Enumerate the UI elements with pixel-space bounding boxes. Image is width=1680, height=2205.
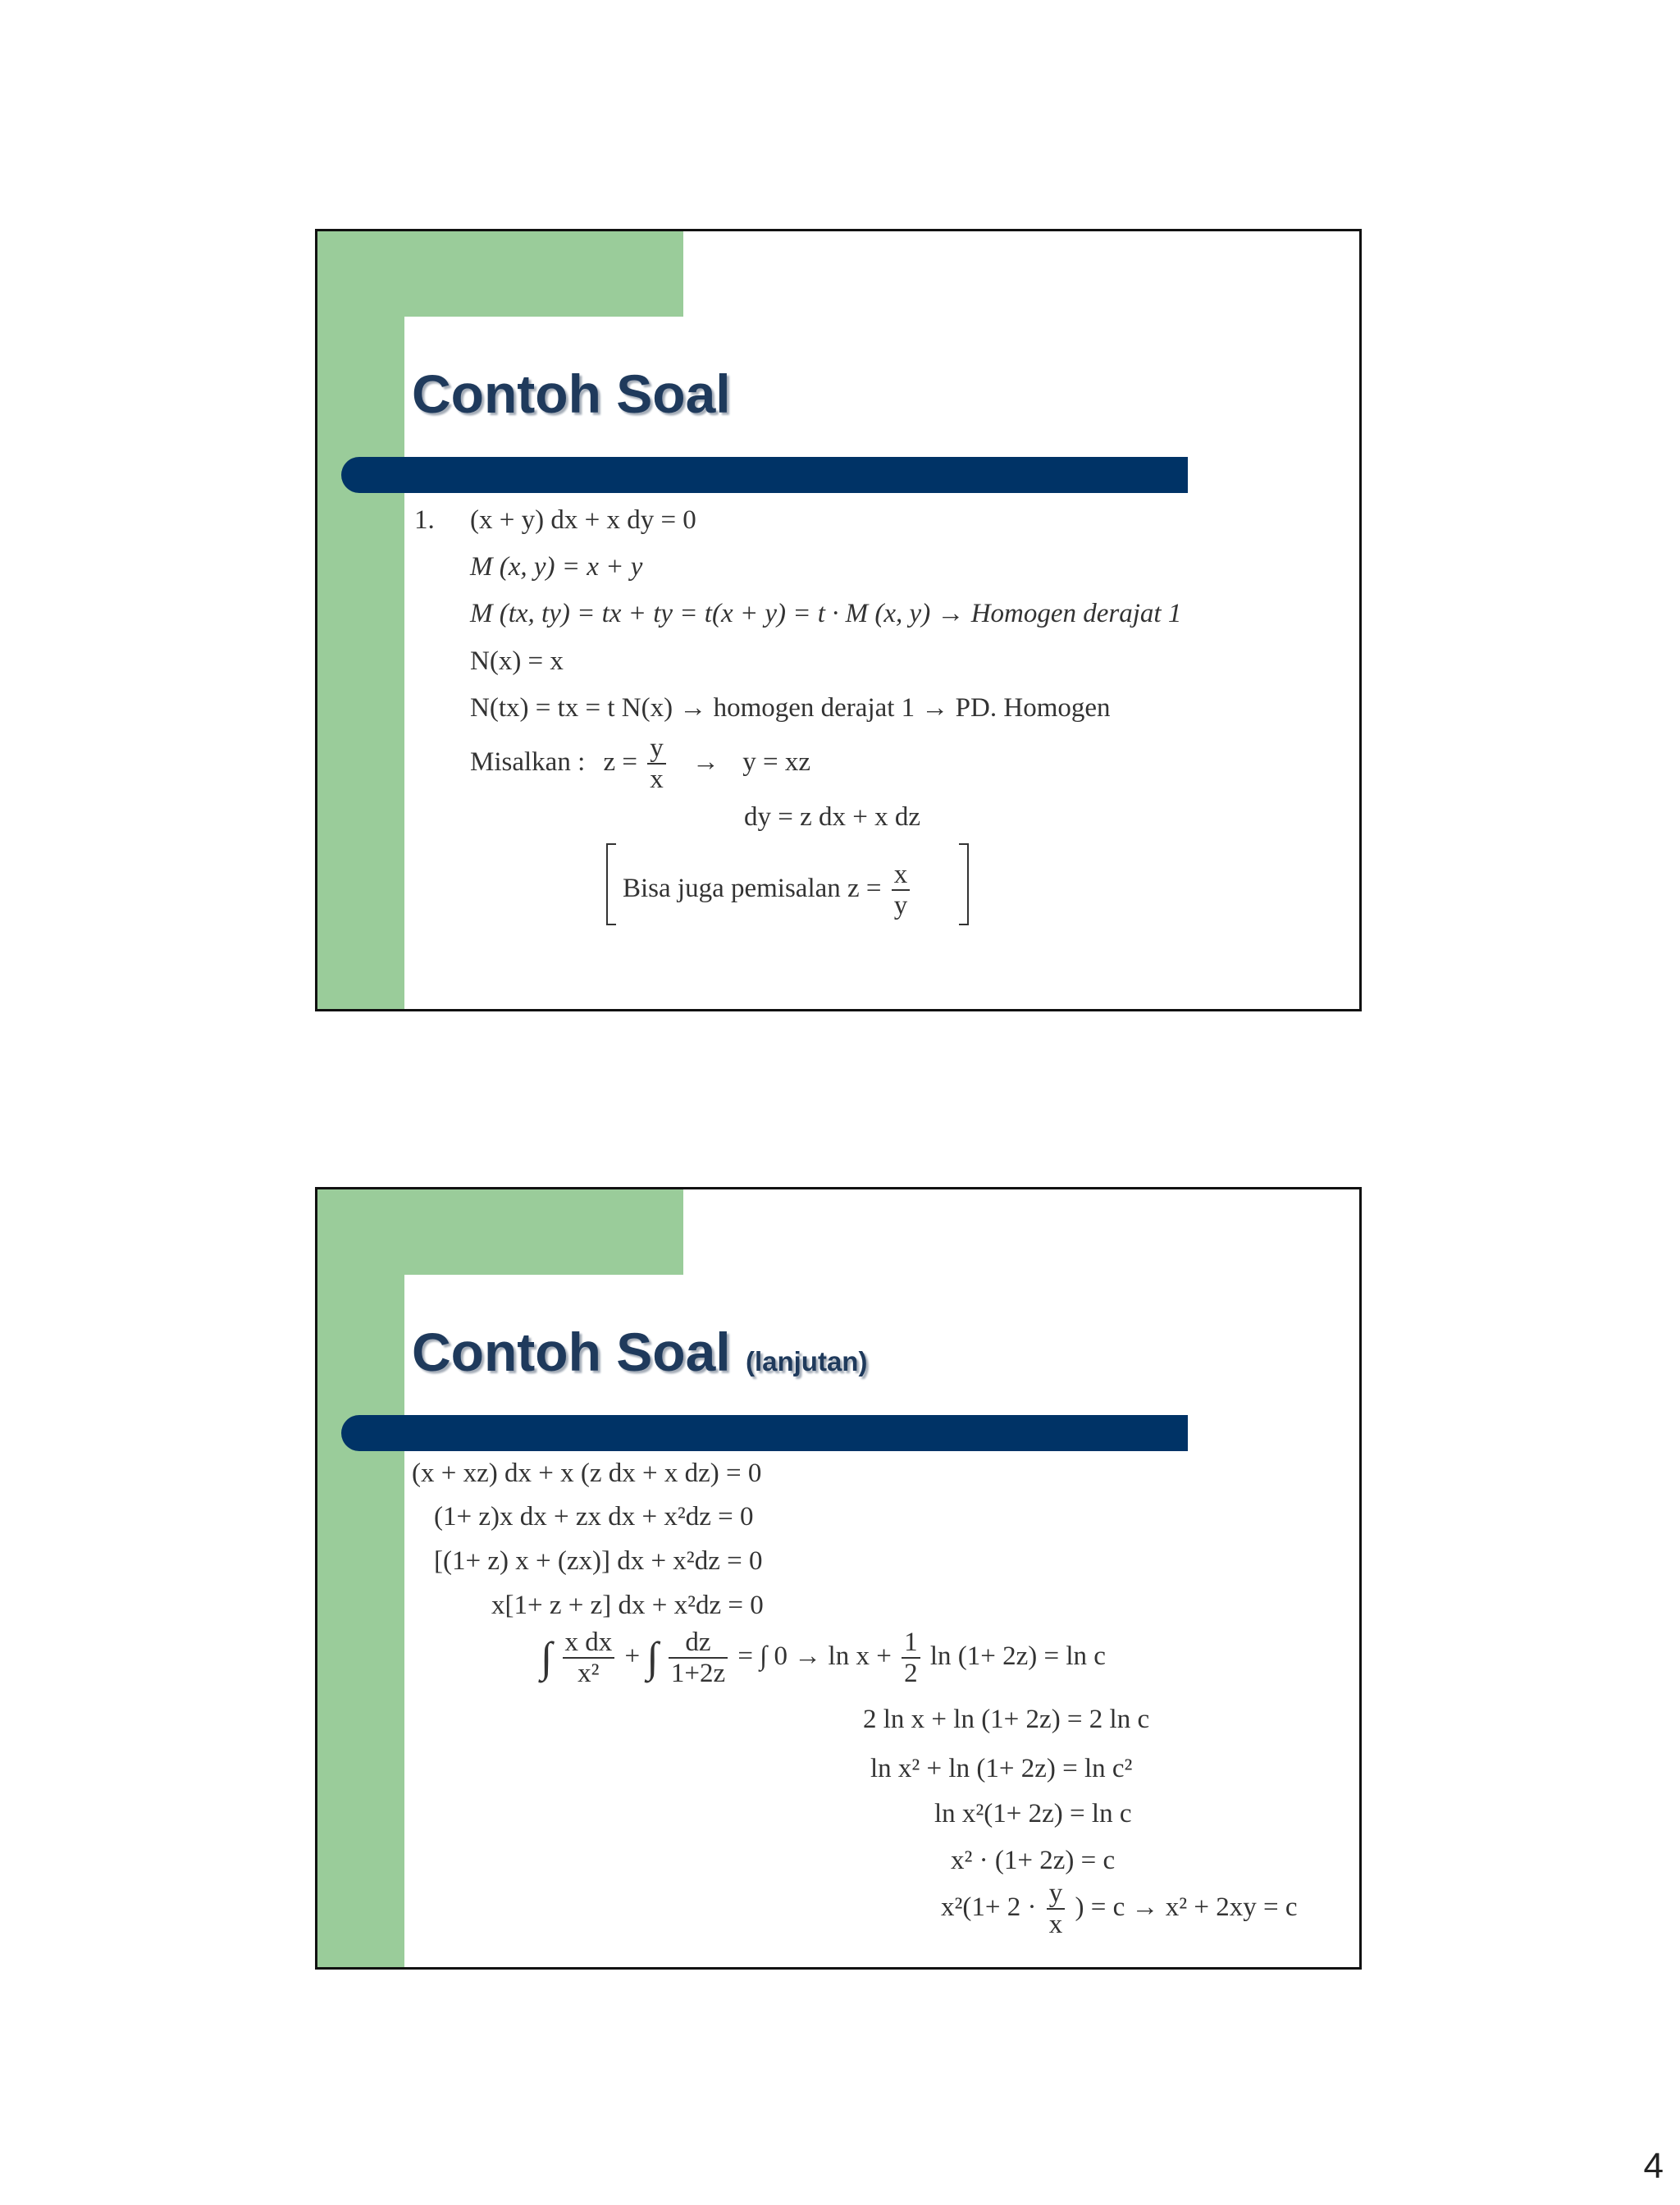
equation-line: M (tx, ty) = tx + ty = t(x + y) = t · M (x, y) → Homogen derajat 1	[470, 599, 1182, 628]
fraction-denominator: x	[1048, 1910, 1063, 1940]
slide-contoh-soal-lanjutan	[315, 1187, 1362, 1970]
y-equals-xz: y = xz	[742, 746, 811, 777]
fraction-numerator: dz	[669, 1628, 728, 1659]
fraction-x-over-y	[892, 860, 911, 921]
fraction-denominator: x²	[578, 1659, 600, 1689]
integral-sign-icon: ∫	[646, 1634, 659, 1682]
equation-line: (x + xz) dx + x (z dx + x dz) = 0	[412, 1459, 762, 1488]
misalkan-label: Misalkan :	[470, 746, 586, 777]
title-underline-bar	[341, 457, 1188, 493]
box-text: Bisa juga pemisalan z =	[623, 873, 882, 903]
fraction-numerator: y	[1047, 1879, 1066, 1910]
fraction-numerator: x dx	[563, 1628, 615, 1659]
slide-contoh-soal	[315, 229, 1362, 1011]
equation-line: (1+ z)x dx + zx dx + x²dz = 0	[434, 1502, 754, 1532]
solution-step: 2 ln x + ln (1+ 2z) = 2 ln c	[863, 1705, 1150, 1734]
title-underline-bar	[341, 1415, 1188, 1451]
integral-tail: ln (1+ 2z) = ln c	[929, 1641, 1106, 1671]
alternative-substitution-box	[606, 843, 969, 925]
arrow: →	[692, 746, 719, 777]
green-top-block	[404, 1189, 683, 1275]
equation-line: x[1+ z + z] dx + x²dz = 0	[491, 1591, 764, 1620]
solution-step: x² · (1+ 2z) = c	[951, 1846, 1116, 1875]
fraction-denominator: 1+2z	[670, 1659, 726, 1689]
substitution-line	[470, 733, 810, 795]
alternative-substitution	[623, 860, 913, 921]
solution-step: ln x² + ln (1+ 2z) = ln c²	[870, 1754, 1133, 1783]
fraction-xdx-over-x2	[563, 1628, 615, 1689]
slide-subtitle: (lanjutan)	[745, 1346, 868, 1376]
fraction-dz-over-1-2z	[669, 1628, 728, 1689]
fraction-numerator: 1	[902, 1628, 920, 1659]
final-part-a: x²(1+ 2 ·	[941, 1892, 1037, 1922]
fraction-y-over-x	[1047, 1879, 1066, 1940]
slide-title: Contoh Soal	[412, 363, 731, 424]
slide-title: Contoh Soal (lanjutan)	[412, 1322, 868, 1382]
equation-line: M (x, y) = x + y	[470, 552, 643, 582]
green-side-band	[317, 231, 404, 1009]
fraction-numerator: y	[647, 733, 666, 765]
equation-line: N(tx) = tx = t N(x) → homogen derajat 1 → PD. Homogen	[470, 693, 1111, 723]
equation-line: [(1+ z) x + (zx)] dx + x²dz = 0	[434, 1546, 763, 1576]
integral-line	[541, 1628, 1106, 1689]
final-result	[941, 1879, 1298, 1940]
fraction-denominator: 2	[904, 1659, 918, 1689]
fraction-denominator: y	[893, 891, 908, 921]
page-number: 4	[1643, 2146, 1664, 2186]
integral-sign-icon: ∫	[541, 1634, 553, 1682]
dy-line: dy = z dx + x dz	[744, 802, 921, 832]
fraction-denominator: x	[650, 765, 664, 795]
equation-line: (x + y) dx + x dy = 0	[470, 505, 696, 535]
fraction-one-half	[902, 1628, 920, 1689]
green-top-block	[404, 231, 683, 317]
fraction-numerator: x	[892, 860, 911, 891]
integral-rhs: = ∫ 0 → ln x +	[737, 1641, 892, 1671]
solution-step: ln x²(1+ 2z) = ln c	[934, 1799, 1132, 1828]
fraction-y-over-x	[647, 733, 666, 795]
equation-line: N(x) = x	[470, 646, 564, 676]
green-side-band	[317, 1189, 404, 1967]
z-equals: z =	[603, 746, 637, 777]
final-part-b: ) = c → x² + 2xy = c	[1075, 1892, 1298, 1922]
plus-sign: +	[624, 1641, 641, 1671]
item-number: 1.	[414, 505, 435, 535]
